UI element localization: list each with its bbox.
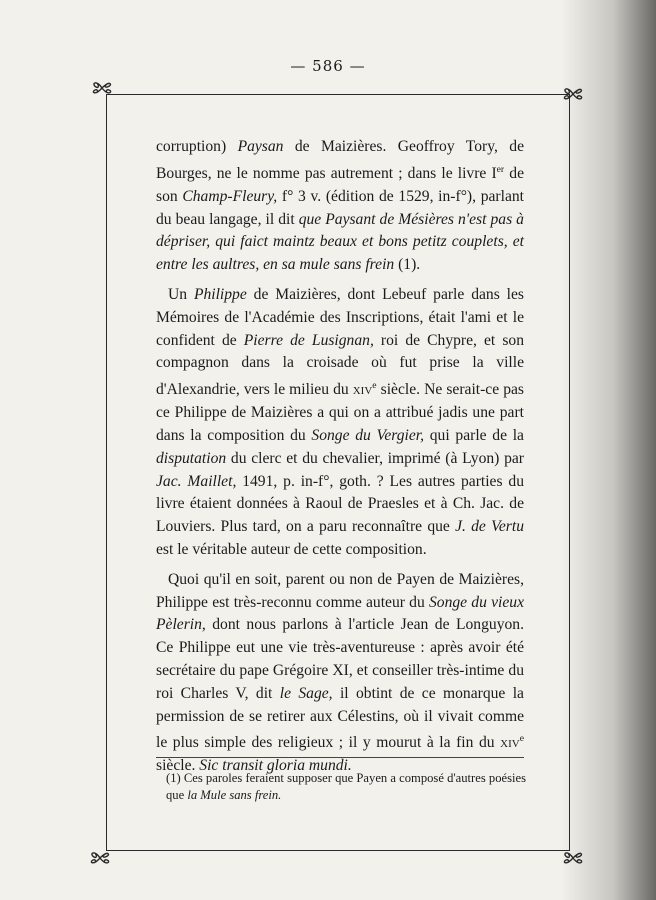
paragraph — [156, 284, 524, 562]
body-text — [156, 136, 524, 785]
page-number: — 586 — — [290, 57, 366, 75]
corner-ornament-icon — [561, 82, 585, 106]
italic-text: le Sage, — [279, 684, 333, 702]
italic-text: Songe du vieux Pèlerin, — [156, 593, 524, 634]
italic-text: J. de Vertu — [455, 518, 524, 536]
italic-text: Songe du Vergier, — [311, 426, 425, 444]
text-run: corruption) — [156, 138, 238, 155]
italic-text: que Paysant de Mésières n'est pas à dépriser, qui faict maintz beaux et bons petitz couplets, et entre les aultres, en sa mule sans frein — [156, 210, 524, 274]
footnote-separator — [156, 757, 524, 758]
text-run: f° 3 v. (édition de 1529, in-f°), parlant du beau langage, il dit — [156, 187, 524, 228]
book-spine-shadow — [561, 0, 656, 900]
text-run: e — [519, 733, 524, 745]
italic-text: Sic transit gloria mundi. — [199, 757, 352, 775]
paragraph — [156, 136, 524, 277]
footnote — [166, 770, 526, 803]
text-run: est le véritable auteur de cette composition. — [156, 540, 427, 558]
corner-ornament-icon — [561, 846, 585, 870]
text-run: siècle. Ne serait-ce pas ce Philippe de Maizières a qui on a attribué jadis une part dans la composition du — [156, 381, 524, 444]
text-run: il obtint de ce monarque la permission de se retirer aux Célestins, où il vivait comme le plus simple des religieux ; il y mourut à la fin du — [156, 684, 524, 752]
text-run: dont nous parlons à l'article Jean de Longuyon. Ce Philippe eut une vie très-aventureuse : après avoir été secrétaire du pape Grégoire XI, et conseiller très-intime du roi Charles V, dit — [156, 616, 524, 702]
italic-text: Champ-Fleury, — [182, 187, 278, 205]
corner-ornament-icon — [88, 846, 112, 870]
paragraph — [156, 569, 524, 778]
italic-text: Jac. Maillet, — [156, 472, 237, 490]
text-run: du clerc et du chevalier, imprimé (à Lyon) par — [226, 449, 524, 467]
text-run: Quoi qu'il en soit, parent ou non de Payen de Maizières, Philippe est très-reconnu comme auteur du — [156, 570, 524, 611]
text-run: Un — [168, 285, 194, 303]
text-run: qui parle de la — [424, 426, 524, 444]
text-run: er — [496, 163, 505, 175]
italic-text: Paysan — [237, 138, 284, 155]
text-run: 1491, p. in-f°, goth. ? Les autres parties du livre étaient données à Raoul de Praesles et à Ch. Jac. de Louviers. Plus tard, on a paru reconnaître que — [156, 472, 525, 536]
italic-text: Philippe — [193, 285, 247, 303]
text-run: de son — [156, 164, 524, 205]
text-run: siècle. — [156, 757, 200, 775]
italic-text: disputation — [156, 449, 227, 467]
text-run: de Maizières. Geoffroy Tory, de Bourges, ne le nomme pas autrement ; dans le livre I — [156, 138, 524, 182]
text-run: roi de Chypre, et son compagnon dans la croisade où fut prise la ville d'Alexandrie, vers le milieu du — [156, 331, 524, 399]
text-run: (1) Ces paroles feraient supposer que Payen a composé d'autres poésies que — [166, 771, 526, 802]
text-run: xiv — [500, 734, 520, 752]
text-run: de Maizières, dont Lebeuf parle dans les Mémoires de l'Académie des Inscriptions, était l'ami et le confident de — [156, 285, 524, 349]
corner-ornament-icon — [90, 76, 114, 100]
text-run: (1). — [394, 256, 421, 274]
text-run: xiv — [352, 381, 373, 399]
italic-text: Pierre de Lusignan, — [243, 331, 374, 349]
italic-text: la Mule sans frein. — [187, 787, 282, 802]
text-run: e — [372, 380, 377, 392]
